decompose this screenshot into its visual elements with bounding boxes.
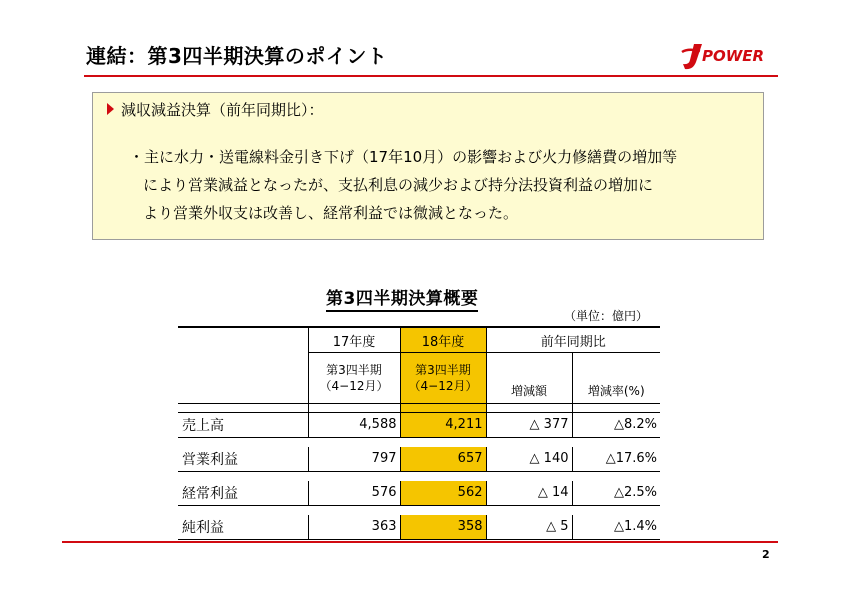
summary-text bbox=[129, 143, 759, 227]
summary-line: により営業減益となったが、支払利息の減少および持分法投資利益の増加に bbox=[143, 176, 654, 194]
cell-fy17: 797 bbox=[308, 447, 400, 472]
col-subheader-fy18 bbox=[400, 353, 486, 404]
triangle-bullet-icon bbox=[107, 103, 114, 115]
header-blank bbox=[178, 327, 308, 353]
cell-rate: △2.5% bbox=[572, 481, 660, 506]
row-label: 純利益 bbox=[182, 519, 224, 536]
subheader-line: 第3四半期 bbox=[415, 362, 471, 377]
cell-rate: △8.2% bbox=[572, 412, 660, 437]
col-header-rate: 増減率(%) bbox=[572, 353, 660, 404]
cell-fy18: 657 bbox=[400, 447, 486, 472]
cell-change: △ 140 bbox=[486, 447, 572, 472]
table-row bbox=[178, 447, 660, 472]
summary-box bbox=[92, 92, 764, 240]
summary-line: ・主に水力・送電線料金引き下げ（17年10月）の影響および火力修繕費の増加等 bbox=[129, 148, 678, 166]
table-row bbox=[178, 412, 660, 437]
spacer bbox=[400, 403, 486, 412]
footer-divider bbox=[62, 541, 778, 543]
row-label: 売上高 bbox=[182, 417, 224, 434]
page-number: 2 bbox=[762, 548, 770, 561]
summary-heading: 減収減益決算（前年同期比）： bbox=[121, 101, 324, 119]
cell-change: △ 5 bbox=[486, 515, 572, 540]
cell-fy18: 562 bbox=[400, 481, 486, 506]
logo-wordmark: POWER bbox=[702, 47, 765, 65]
table-row bbox=[178, 515, 660, 540]
subheader-line: （4−12月） bbox=[319, 378, 389, 393]
unit-note: （単位：億円） bbox=[564, 309, 649, 323]
jpower-logo bbox=[680, 42, 780, 72]
cell-fy18: 4,211 bbox=[400, 412, 486, 437]
financial-summary-table bbox=[178, 326, 660, 540]
subheader-line: （4−12月） bbox=[408, 378, 478, 393]
header-blank bbox=[178, 353, 308, 404]
col-header-fy17: 17年度 bbox=[308, 327, 400, 353]
header-divider bbox=[84, 75, 778, 77]
spacer bbox=[486, 403, 572, 412]
col-header-change: 増減額 bbox=[486, 353, 572, 404]
page-title: 連結：第3四半期決算のポイント bbox=[86, 44, 388, 68]
row-label: 営業利益 bbox=[182, 451, 238, 468]
cell-rate: △1.4% bbox=[572, 515, 660, 540]
cell-fy17: 363 bbox=[308, 515, 400, 540]
spacer bbox=[308, 403, 400, 412]
subheader-line: 第3四半期 bbox=[326, 362, 382, 377]
cell-fy17: 4,588 bbox=[308, 412, 400, 437]
cell-fy18: 358 bbox=[400, 515, 486, 540]
row-label: 経常利益 bbox=[182, 485, 238, 502]
cell-change: △ 377 bbox=[486, 412, 572, 437]
col-header-yoy: 前年同期比 bbox=[486, 327, 660, 353]
spacer bbox=[178, 403, 308, 412]
col-subheader-fy17 bbox=[308, 353, 400, 404]
cell-change: △ 14 bbox=[486, 481, 572, 506]
spacer bbox=[572, 403, 660, 412]
table-row bbox=[178, 481, 660, 506]
cell-fy17: 576 bbox=[308, 481, 400, 506]
cell-rate: △17.6% bbox=[572, 447, 660, 472]
table-title: 第3四半期決算概要 bbox=[326, 284, 478, 312]
col-header-fy18: 18年度 bbox=[400, 327, 486, 353]
summary-line: より営業外収支は改善し、経常利益では微減となった。 bbox=[143, 204, 519, 222]
